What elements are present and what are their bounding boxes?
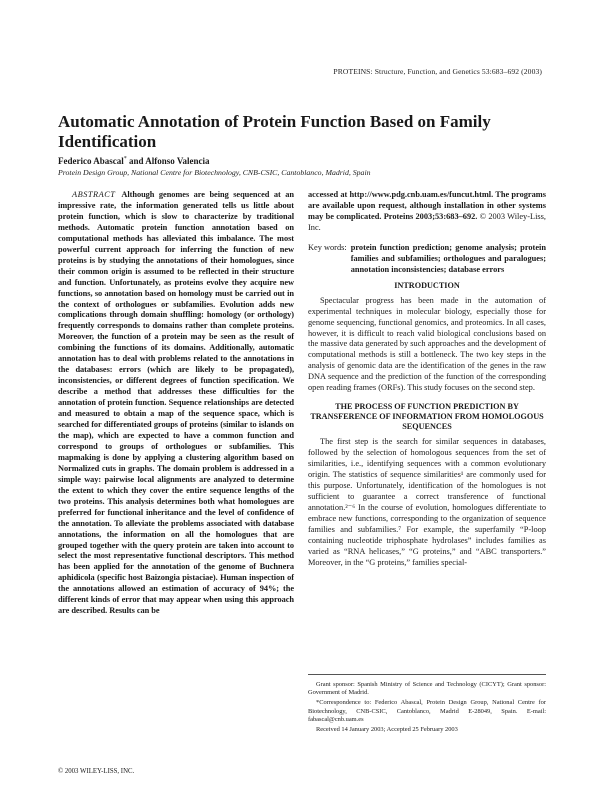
right-column xyxy=(308,190,546,569)
abstract-label: ABSTRACT xyxy=(72,190,116,199)
process-heading: THE PROCESS OF FUNCTION PREDICTION BY TRANSFERENCE OF INFORMATION FROM HOMOLOGOUS SEQUENCES xyxy=(310,402,544,432)
abstract-paragraph xyxy=(58,190,294,617)
abstract-copyright: © 2003 Wiley-Liss, Inc. xyxy=(308,211,546,232)
article-title: Automatic Annotation of Protein Function Based on Family Identification xyxy=(58,112,491,151)
grant-footnote: Grant sponsor: Spanish Ministry of Science and Technology (CICYT); Grant sponsor: Government of Madrid. xyxy=(308,681,546,697)
abstract-continuation-text: accessed at http://www.pdg.cnb.uam.es/funcut.html. The programs are available upon request, although installation in other systems may be complicated. Proteins 2003;53:683–692. xyxy=(308,190,546,221)
running-head: PROTEINS: Structure, Function, and Genetics 53:683–692 (2003) xyxy=(333,67,542,76)
keywords-block xyxy=(308,243,546,276)
author-line xyxy=(58,156,210,166)
introduction-text: Spectacular progress has been made in the automation of experimental techniques in molecular biology, especially those for genome sequencing, functional genomics, and proteomics. In all cases, however, it is difficult to reach valid biological conclusions based on the massive data generated by such approaches and the development of computational methods is still a bottleneck. The two key steps in the analysis of genomic data are the identification of the genes in the raw DNA sequence and the prediction of the function of the corresponding open reading frames (ORFs). This study focuses on the second step. xyxy=(308,295,546,393)
left-column xyxy=(58,190,294,617)
abstract-continuation xyxy=(308,190,546,234)
keywords-label: Key words: xyxy=(308,242,347,252)
affiliation: Protein Design Group, National Centre for Biotechnology, CNB-CSIC, Cantoblanco, Madrid, Spain xyxy=(58,168,371,177)
abstract-text: Although genomes are being sequenced at an impressive rate, the information generated tells us little about protein function, which is slow to characterize by traditional methods. Automatic protein function annotation based on computational methods has alleviated this imbalance. The most powerful current approach for inferring the function of new proteins is by studying the annotations of their homologues, since their common origin is assumed to be reflected in their structure and function. Unfortunately, as proteins evolve they acquire new functions, so annotation based on homology must be carried out in the context of orthologues or subfamilies. Evolution adds new complications through domain shuffling: homology (or orthology) frequently corresponds to domains rather than complete proteins. Moreover, the function of a protein may be seen as the result of combining the functions of its domains. Additionally, automatic annotation has to deal with problems related to the annotations in the databases: errors (which are likely to be propagated), inconsistencies, or different degrees of function specification. We describe a method that addresses these difficulties for the annotation of protein function. Sequence relationships are detected and measured to obtain a map of the sequence space, which is searched for differentiated groups of proteins (similar to islands on the map), which are expected to have a common function and correspond to groups of orthologues or subfamilies. This mapmaking is done by applying a clustering algorithm based on Normalized cuts in graphs. The domain problem is addressed in a simple way: pairwise local alignments are analyzed to determine the extent to which they cover the entire sequence lengths of the two proteins. This analysis determines both what homologues are preferred for functional inheritance and the level of confidence of the annotation. To alleviate the problems associated with database annotations, the information on all the homologues that are grouped together with the query protein are taken into account to select the most representative functional descriptors. This method has been applied for the annotation of the genome of Buchnera aphidicola (specific host Baizongia pistaciae). Human inspection of the annotations allowed an estimation of accuracy of 94%; the different kinds of error that may appear when using this approach are described. Results can be xyxy=(58,190,294,616)
introduction-heading: INTRODUCTION xyxy=(394,280,460,290)
process-text: The first step is the search for similar sequences in databases, followed by the selection of homologous sequences from the set of similarities, i.e., identifying sequences with a common evolutionary origin. The statistics of sequence similarities¹ are commonly used for this purpose. Unfortunately, identification of the homologues is not sufficient to guarantee a correct transference of functional annotation.²⁻⁶ In the course of evolution, homologues differentiate to embrace new functions, corresponding to the organization of sequence families and subfamilies.⁷ For example, the superfamily “P-loop containing nucleotide triphosphate hydrolases” includes families as varied as “RNA helicases,” “G proteins,” and “ABC transporters.” Moreover, in the “G proteins,” families special- xyxy=(308,437,546,567)
correspondence-footnote: *Correspondence to: Federico Abascal, Protein Design Group, National Centre for Biotechnology, CNB-CSIC, Cantoblanco, Madrid E-28049, Spain. E-mail: fabascal@cnb.uam.es xyxy=(308,699,546,724)
author-first: Federico Abascal xyxy=(58,156,124,166)
keywords-text: protein function prediction; genome analysis; protein families and subfamilies; orthologues and paralogues; annotation inconsistencies; database errors xyxy=(350,242,546,274)
correspondence-marker: * xyxy=(123,156,127,162)
author-rest: and Alfonso Valencia xyxy=(126,156,210,166)
footnotes xyxy=(308,674,546,736)
copyright-footer: © 2003 WILEY-LISS, INC. xyxy=(58,768,135,775)
received-footnote: Received 14 January 2003; Accepted 25 February 2003 xyxy=(316,726,458,734)
